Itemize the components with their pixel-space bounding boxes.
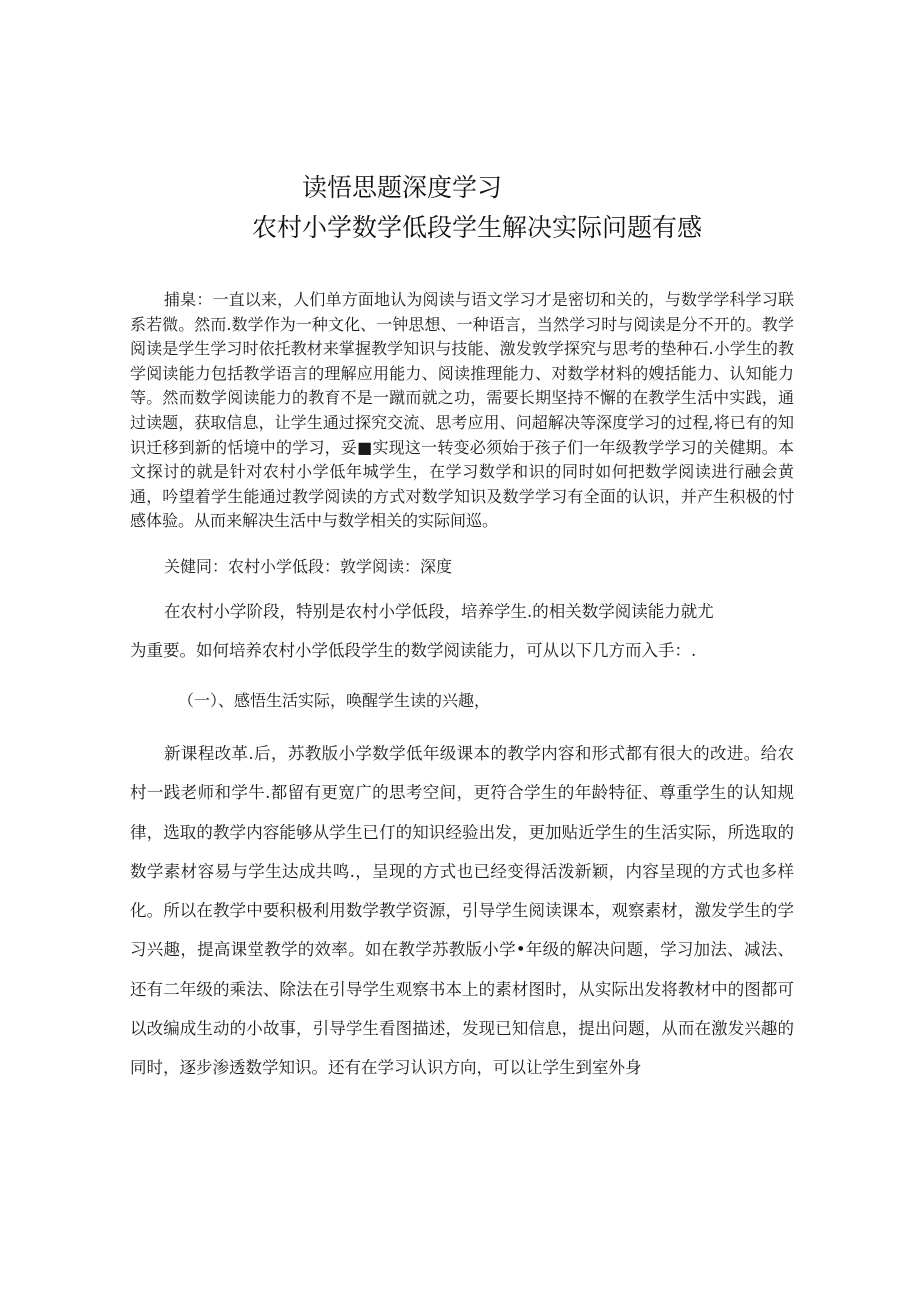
abstract-paragraph: 捕臬：一直以来，人们单方面地认为阅读与语文学习才是密切和关的，与数学学科学习联系若微。然而.数学作为一种文化、一钟思想、一种语言，当然学习时与阅读是分不开的。教学阅读是学生学习时依托教材来掌握教学知识与技能、激发敦学探究与思考的垫种石.小学生的教学阅读能力包括教学语言的理解应用能力、阅读推理能力、对数学材料的嫂括能力、认知能力等。然而数学阅读能力的教育不是一蹴而就之功，需要长期坚持不懈的在教学生活中实践，通过读题，获取信息，让学生通过探究交流、思考应用、问超解决等深度学习的过程,将已有的知识迁移到新的恬境中的学习，妥■实现这一转变必须始于孩子们一年级教学学习的关健期。本文探讨的就是针对农村小学低年城学生，在学习数学和识的同时如何把数学阅读进行融会黄通，吟望着学生能通过教学阅读的方式对数学知识及数学学习有全面的认识，并产生积极的忖感体验。从而来解决生活中与数学相关的实际间巡。 bbox=[130, 290, 794, 531]
intro-line-1: 在农村小学阶段，特别是农村小学低段，培养学生.的相关数学阅读能力就尤 bbox=[164, 602, 714, 621]
section-1-body bbox=[130, 734, 794, 1088]
abstract-section bbox=[130, 288, 794, 534]
body-paragraph: 新课程改革.后，苏教版小学数学低年级课本的教学内容和形式都有很大的改进。给农村一践老师和学牛.都留有更宽广的思考空间，更符合学生的年龄特征、尊重学生的认知规律，选取的教学内容能够从学生已仃的知识经验出发，更加贴近学生的生活实际，所选取的数学素材容易与学生达成共鸣.，呈现的方式也已经变得活泼新颖，内容呈现的方式也多样化。所以在教学中要积极利用数学教学资源，引导学生阅读课本，观察素材，激发学生的学习兴趣，提高课堂教学的效率。如在教学苏教版小学•年级的解决问题，学习加法、减法、还有二年级的乘法、除法在引导学生观察书本上的素材图时，从实际出发将教材中的图都可以改编成生动的小故事，引导学生看图描述，发现已知信息，提出问题，从而在激发兴趣的同时，逐步渗透数学知识。还有在学习认识方向，可以让学生到室外身 bbox=[130, 744, 794, 1078]
section-heading-1: （一）、感悟生活实际，唤醒学生读的兴趣， bbox=[178, 691, 491, 710]
intro-line-2: 为重要。如何培养农村小学低段学生的数学阅读能力，可从以下几方而入手：. bbox=[130, 641, 697, 660]
document-title-line-1: 读悟思题深度学习 bbox=[302, 173, 503, 202]
keywords-line: 关健同：农村小学低段：敦学阅读：深度 bbox=[164, 557, 453, 576]
document-title-line-2: 农村小学数学低段学生解决实际问题有感 bbox=[252, 213, 703, 242]
